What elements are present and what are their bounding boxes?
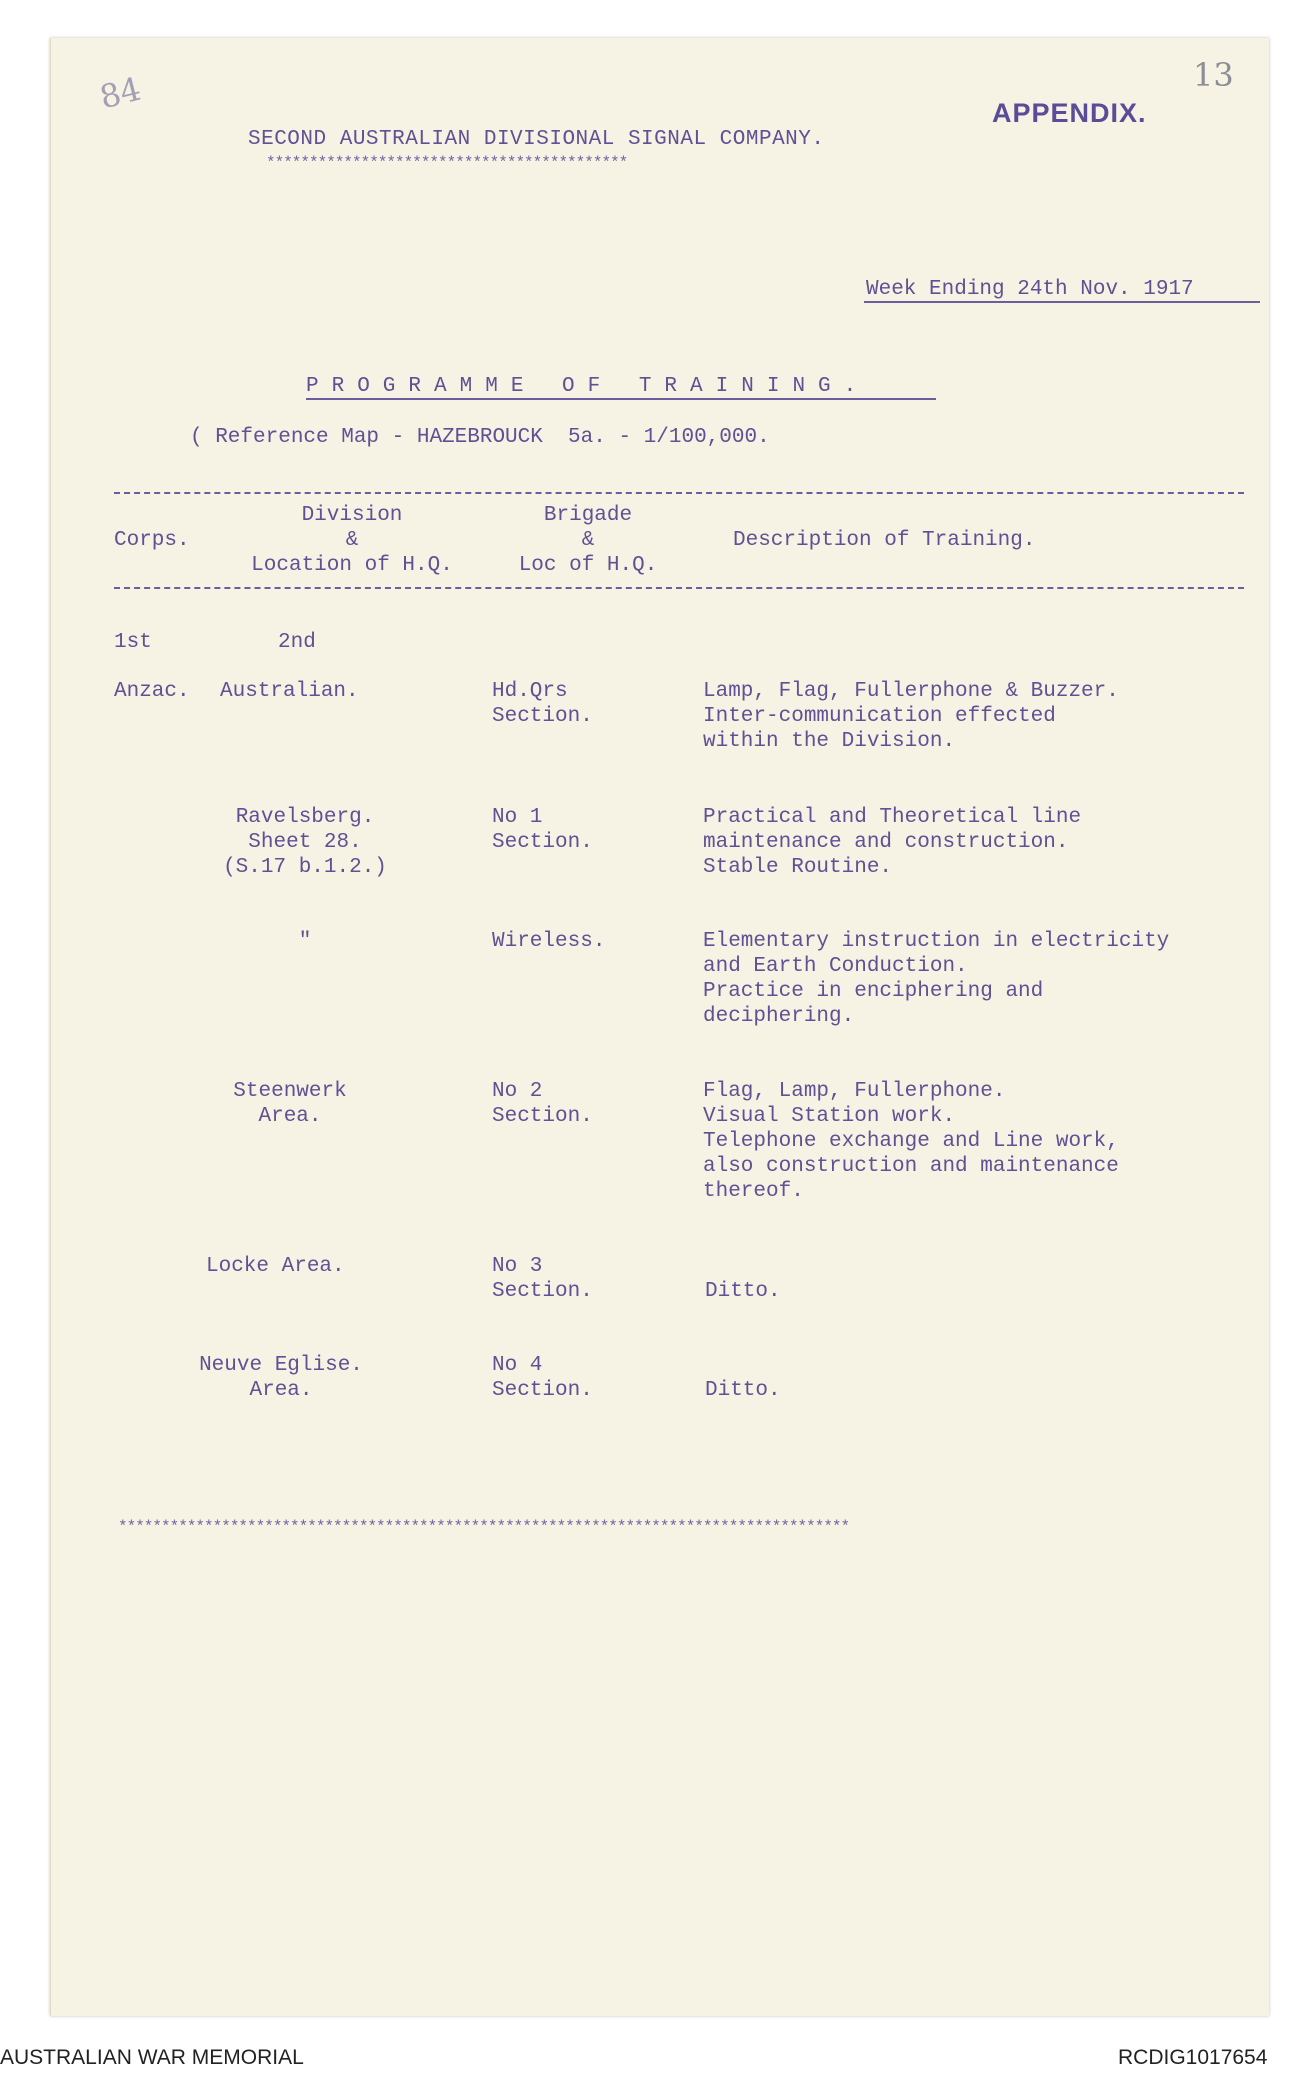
row-location: Steenwerk Area. xyxy=(233,1080,347,1128)
row-unit: Wireless. xyxy=(492,930,606,953)
row-training: Elementary instruction in electricity and Earth Conduction. Practice in enciphering and deciphering. xyxy=(703,930,1170,1028)
archive-credit: AUSTRALIAN WAR MEMORIAL xyxy=(0,2046,304,2069)
title-underline xyxy=(306,398,936,400)
table-header-rule xyxy=(114,587,1244,589)
row-location: Locke Area. xyxy=(206,1255,345,1278)
closing-star-rule: ************************************************************************************* xyxy=(118,1518,850,1536)
row-training: Ditto. xyxy=(705,1280,781,1303)
header-division: Division & Location of H.Q. xyxy=(251,504,453,577)
row-unit: No 2 Section. xyxy=(492,1080,593,1128)
row-location: Neuve Eglise. Area. xyxy=(199,1354,363,1402)
week-ending-underline xyxy=(864,301,1260,303)
row-unit: No 3 Section. xyxy=(492,1255,593,1303)
row-training: Ditto. xyxy=(705,1379,781,1402)
corps-ordinal: 1st xyxy=(114,631,152,654)
division-ordinal: 2nd xyxy=(278,631,316,654)
header-brigade: Brigade & Loc of H.Q. xyxy=(518,504,658,577)
corps-name: Anzac. xyxy=(114,680,190,703)
archive-reference: RCDIG1017654 xyxy=(1118,2046,1268,2069)
page-number: 13 xyxy=(1193,56,1234,94)
division-name: Australian. xyxy=(220,680,359,703)
week-ending: Week Ending 24th Nov. 1917 xyxy=(866,278,1194,301)
header-corps: Corps. xyxy=(114,529,190,552)
folio-number: 84 xyxy=(96,69,145,117)
row-unit: No 1 Section. xyxy=(492,806,593,854)
table-top-rule xyxy=(114,492,1244,494)
row-location: " xyxy=(298,930,312,953)
row-location: Ravelsberg. Sheet 28. (S.17 b.1.2.) xyxy=(223,806,387,879)
header-description: Description of Training. xyxy=(733,529,1036,552)
row-training: Practical and Theoretical line maintenance and construction. Stable Routine. xyxy=(703,806,1082,879)
appendix-stamp: APPENDIX. xyxy=(992,98,1147,128)
row-unit: No 4 Section. xyxy=(492,1354,593,1402)
organisation-heading: SECOND AUSTRALIAN DIVISIONAL SIGNAL COMPANY. xyxy=(248,128,825,151)
row-unit: Hd.Qrs Section. xyxy=(492,680,593,728)
row-training: Flag, Lamp, Fullerphone. Visual Station work. Telephone exchange and Line work, also construction and maintenance thereof. xyxy=(703,1080,1119,1203)
reference-map: ( Reference Map - HAZEBROUCK 5a. - 1/100,000. xyxy=(190,426,770,449)
row-training: Lamp, Flag, Fullerphone & Buzzer. Inter-communication effected within the Division. xyxy=(703,680,1119,753)
document-title: PROGRAMME OF TRAINING. xyxy=(306,375,870,398)
heading-star-rule: ****************************************** xyxy=(266,154,628,172)
